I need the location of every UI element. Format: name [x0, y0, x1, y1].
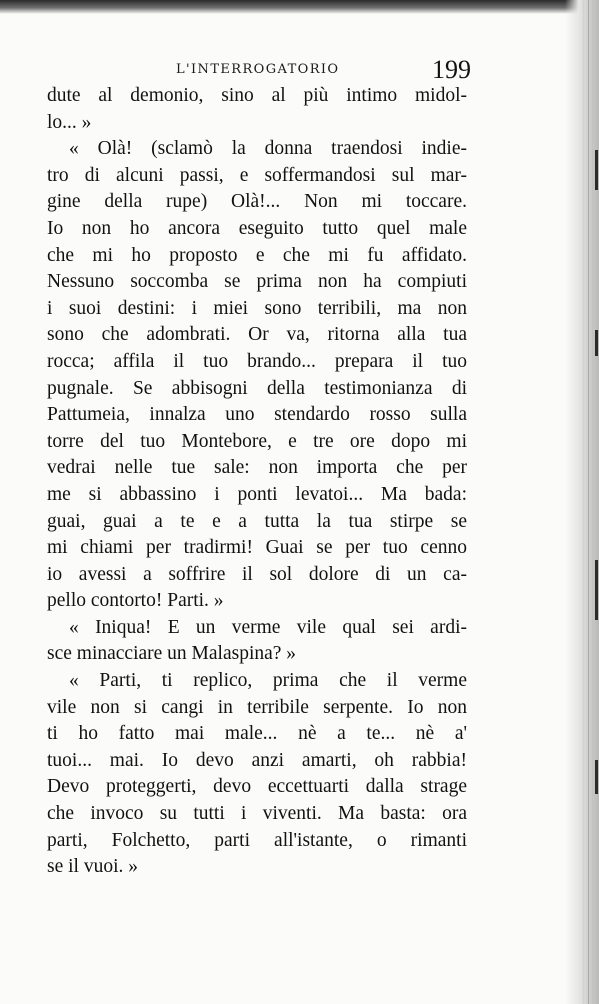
text-line: sono che adombrati. Or va, ritorna alla tua	[47, 324, 467, 346]
page-gutter-shadow	[565, 0, 599, 1004]
text-line: se il vuoi. »	[47, 856, 138, 878]
page-number: 199	[432, 55, 471, 84]
text-line: dute al demonio, sino al più intimo midol-	[47, 85, 467, 106]
text-line: « Parti, ti replico, prima che il verme	[69, 670, 467, 692]
text-line: « Iniqua! E un verme vile qual sei ardi-	[69, 616, 467, 638]
text-line: vedrai nelle tue sale: non importa che per	[47, 457, 467, 479]
page-top-shadow	[0, 0, 599, 14]
text-line: mi chiami per tradirmi! Guai se per tuo cenno	[47, 537, 467, 559]
running-title: L'INTERROGATORIO	[176, 62, 340, 77]
text-line: pello contorto! Parti. »	[47, 590, 224, 612]
text-line: i suoi destini: i miei sono terribili, ma non	[47, 297, 467, 319]
gutter-line	[592, 0, 593, 1004]
gutter-line	[588, 0, 589, 1004]
text-line: torre del tuo Montebore, e tre ore dopo mi	[47, 430, 467, 452]
body-text	[47, 83, 467, 881]
text-line: ti ho fatto mai male... nè a te... nè a'	[47, 723, 467, 745]
text-line: tuoi... mai. Io devo anzi amarti, oh rabbia!	[47, 749, 467, 771]
edge-mark	[595, 330, 598, 356]
text-line: lo... »	[47, 111, 92, 133]
text-line: che invoco su tutti i viventi. Ma basta: ora	[47, 803, 467, 825]
edge-mark	[595, 760, 598, 794]
edge-mark	[595, 560, 598, 620]
text-line: tro di alcuni passi, e soffermandosi sul mar-	[47, 164, 467, 186]
text-line: Pattumeia, innalza uno stendardo rosso sulla	[47, 404, 467, 426]
text-line: vile non si cangi in terribile serpente. Io non	[47, 696, 467, 718]
text-line: guai, guai a te e a tutta la tua stirpe se	[47, 510, 467, 532]
gutter-line	[583, 0, 584, 1004]
text-line: Io non ho ancora eseguito tutto quel male	[47, 217, 467, 239]
text-line: che mi ho proposto e che mi fu affidato.	[47, 244, 467, 266]
text-line: io avessi a soffrire il sol dolore di un ca-	[47, 563, 467, 585]
text-line: me si abbassino i ponti levatoi... Ma bada:	[47, 483, 467, 505]
edge-mark	[595, 150, 598, 190]
text-line: gine della rupe) Olà!... Non mi toccare.	[47, 191, 467, 213]
text-line: parti, Folchetto, parti all'istante, o rimanti	[47, 829, 467, 851]
text-line: Devo proteggerti, devo eccettuarti dalla strage	[47, 776, 467, 798]
text-line: Nessuno soccomba se prima non ha compiuti	[47, 271, 467, 293]
text-line: pugnale. Se abbisogni della testimonianza di	[47, 377, 467, 399]
text-line: sce minacciare un Malaspina? »	[47, 643, 297, 665]
text-line: rocca; affila il tuo brando... prepara il tuo	[47, 350, 467, 372]
text-line: « Olà! (sclamò la donna traendosi indie-	[69, 138, 467, 160]
